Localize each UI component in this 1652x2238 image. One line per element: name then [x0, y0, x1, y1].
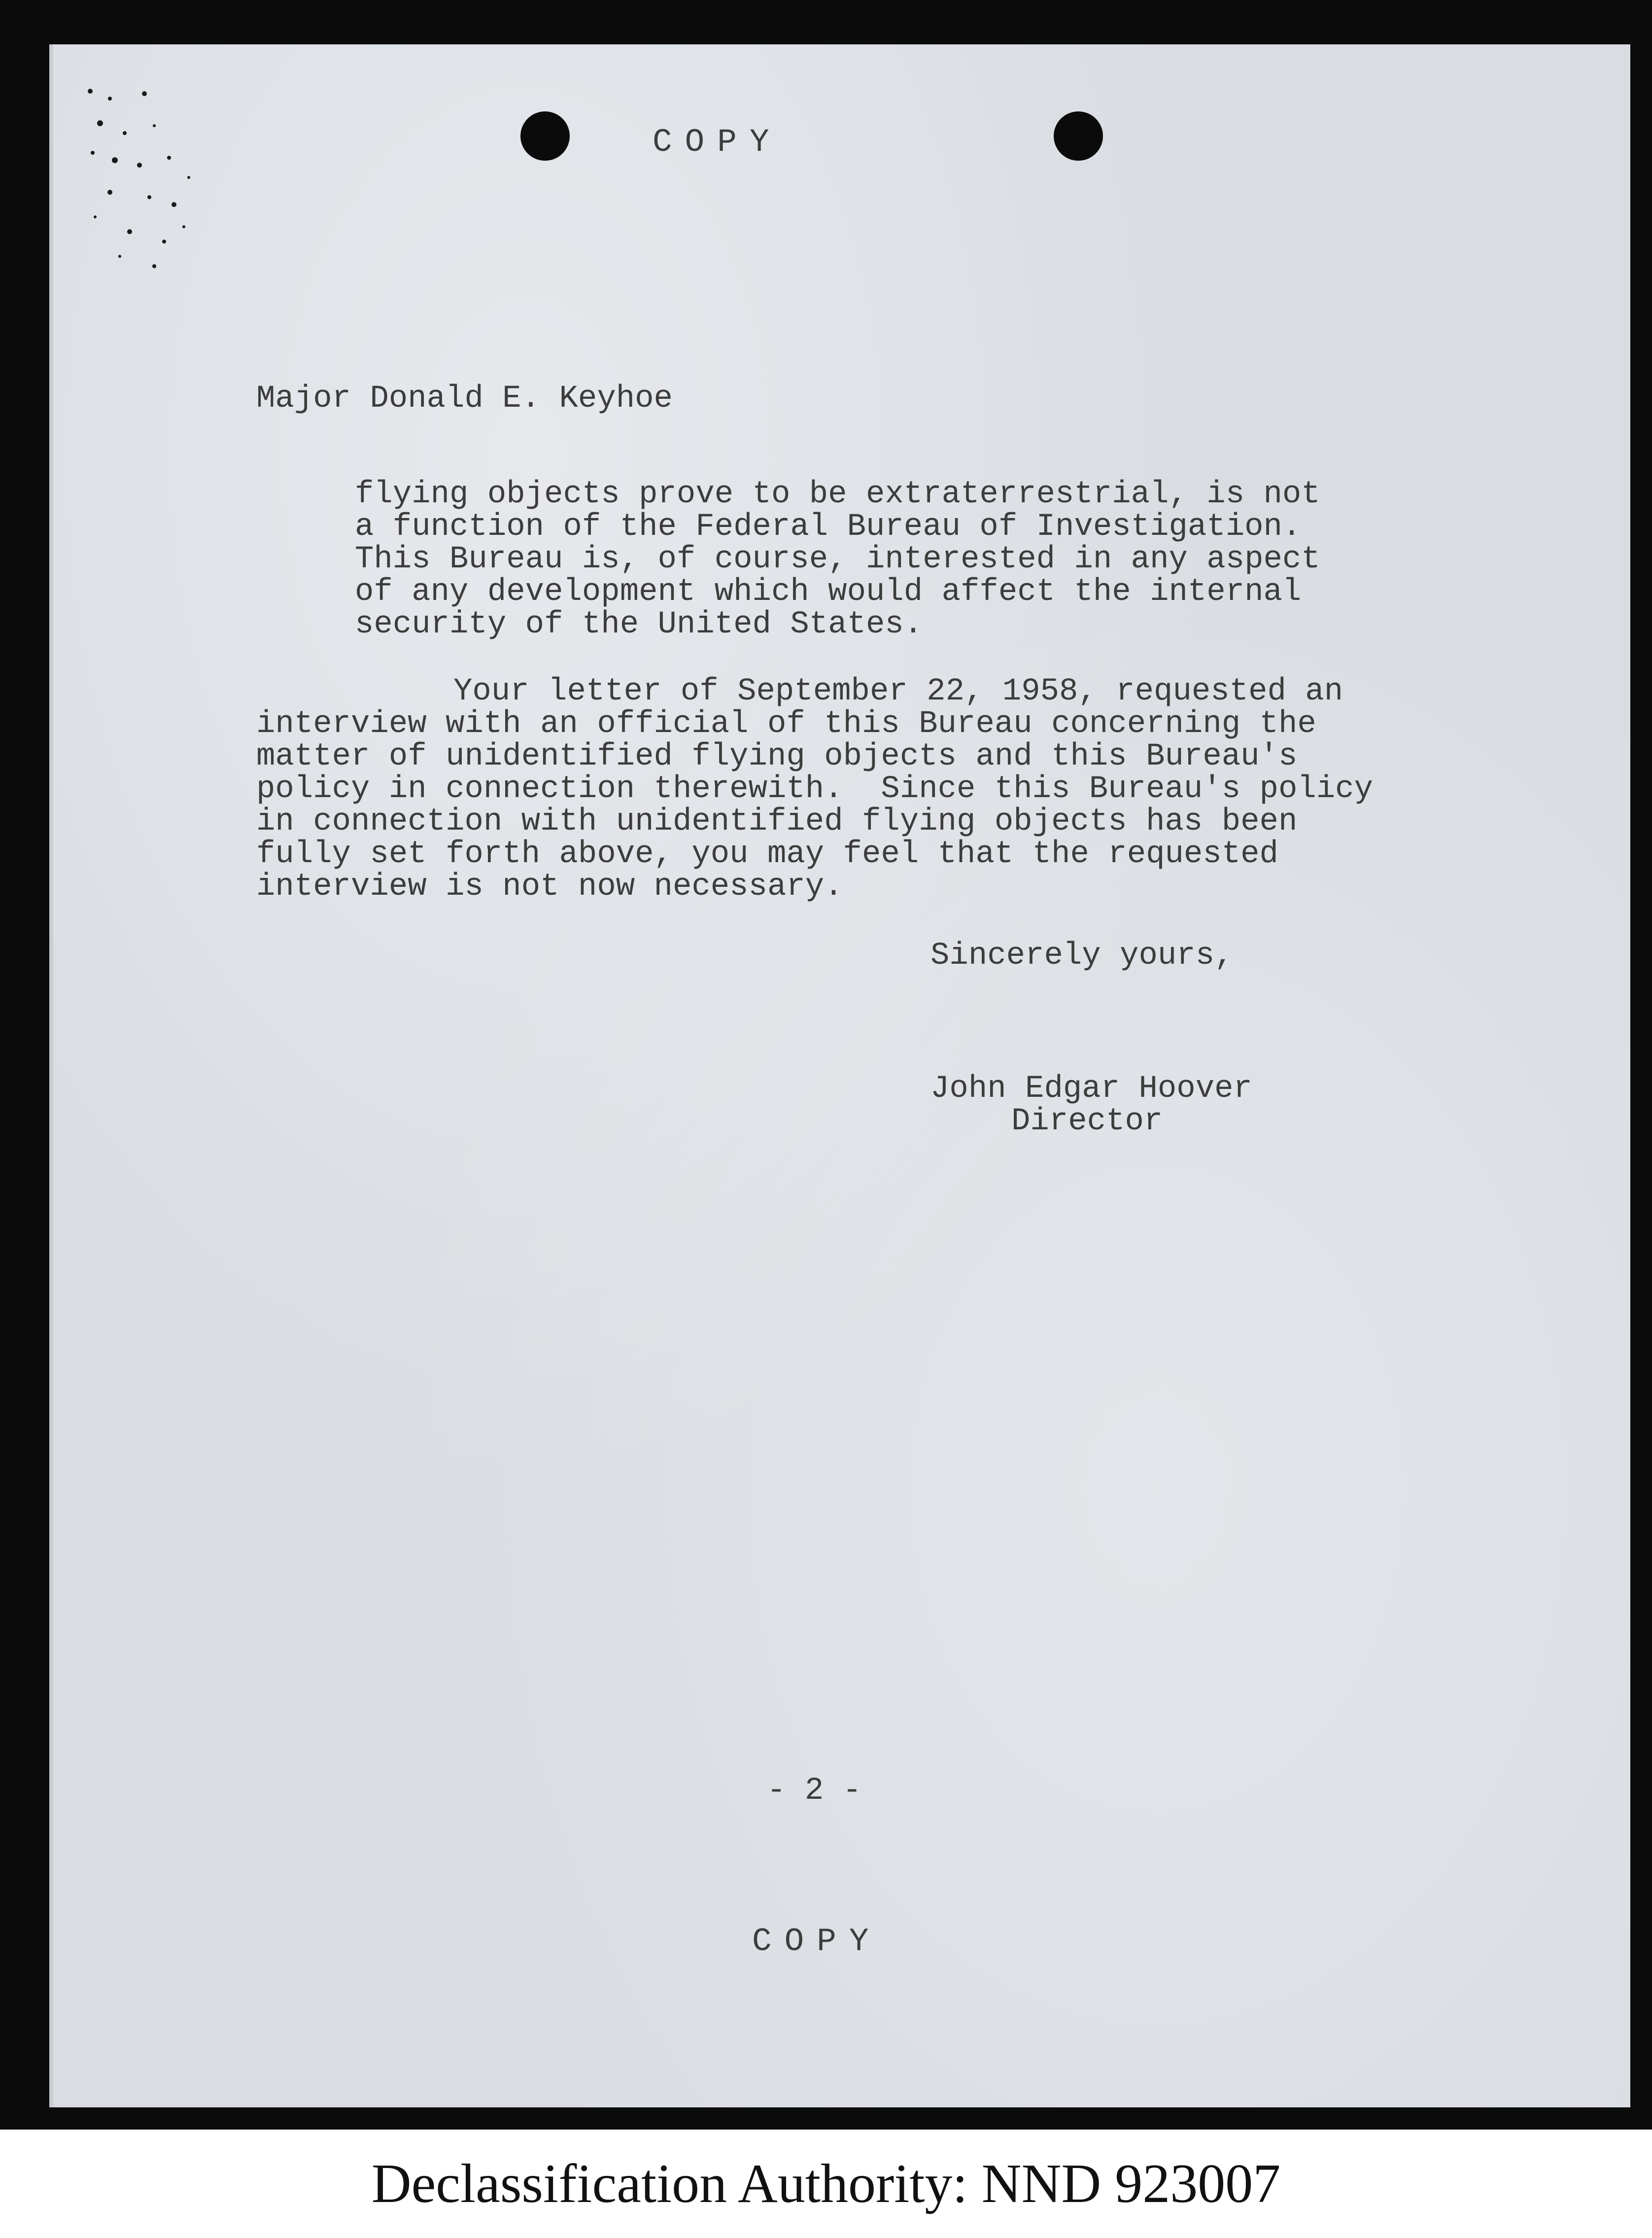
paragraph-2-line: in connection with unidentified flying objects has been [256, 804, 1298, 839]
paragraph-2-line: matter of unidentified flying objects and this Bureau's [256, 739, 1298, 774]
paragraph-2-line: Your letter of September 22, 1958, requested an [453, 674, 1343, 709]
declassification-footer [0, 2130, 1652, 2238]
paper-debris [80, 79, 307, 286]
page-number: - 2 - [767, 1773, 862, 1809]
copy-mark-bottom: COPY [752, 1923, 882, 1960]
paragraph-2-line: interview with an official of this Bureau concerning the [256, 706, 1316, 742]
declassification-label: Declassification Authority: NND 923007 [371, 2153, 1281, 2214]
paragraph-2-line: interview is not now necessary. [256, 869, 843, 905]
punch-hole-right [1054, 111, 1103, 161]
paragraph-1-line: security of the United States. [355, 607, 923, 642]
signer-name: John Edgar Hoover [930, 1071, 1252, 1107]
document-page [49, 44, 1630, 2107]
addressee: Major Donald E. Keyhoe [256, 381, 673, 417]
paragraph-2-line: policy in connection therewith. Since this Bureau's policy [256, 771, 1373, 807]
paragraph-1-line: flying objects prove to be extraterrestrial, is not [355, 477, 1320, 512]
paragraph-1-line: of any development which would affect the internal [355, 574, 1302, 610]
paragraph-2-line: fully set forth above, you may feel that the requested [256, 837, 1278, 872]
paragraph-1-line: This Bureau is, of course, interested in any aspect [355, 542, 1320, 577]
closing: Sincerely yours, [930, 938, 1234, 974]
punch-hole-left [520, 111, 570, 161]
signer-title: Director [1011, 1104, 1163, 1139]
paragraph-1-line: a function of the Federal Bureau of Investigation. [355, 509, 1302, 545]
copy-mark-top: COPY [653, 124, 782, 161]
